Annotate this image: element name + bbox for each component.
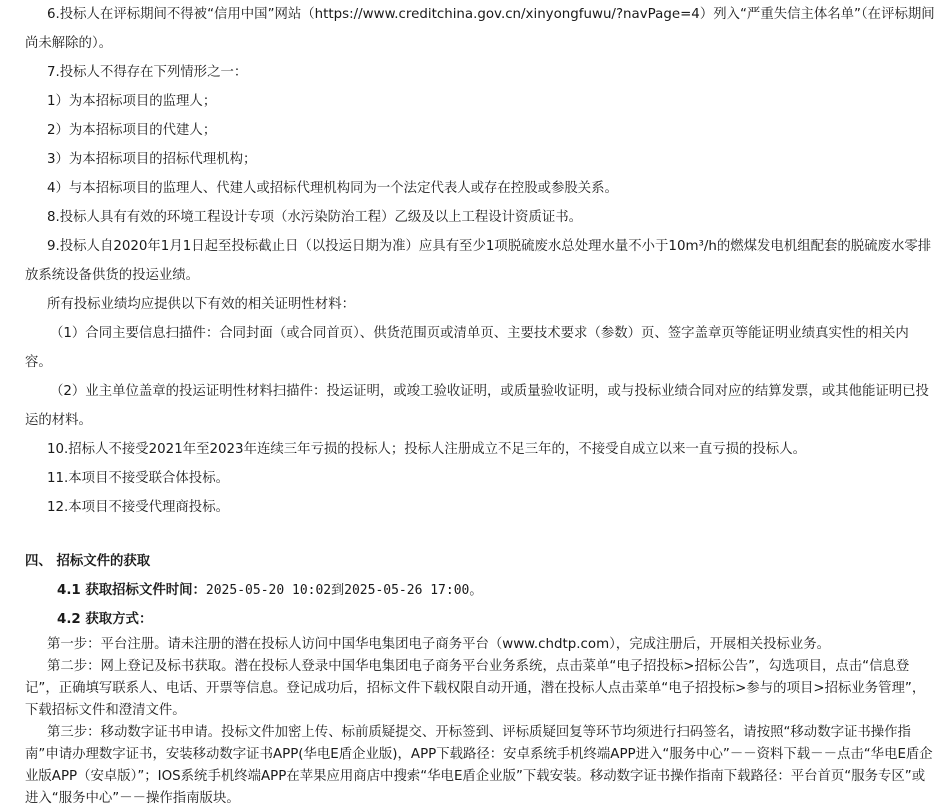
requirement-7-2: 2）为本招标项目的代建人； (47, 123, 217, 138)
method-label: 4.2 获取方式： (57, 612, 153, 627)
requirement-10: 10.招标人不接受2021年至2023年连续三年亏损的投标人；投标人注册成立不足三年的，不接受自成立以来一直亏损的投标人。 (47, 442, 806, 457)
evidence-1: （1）合同主要信息扫描件：合同封面（或合同首页）、供货范围页或清单页、主要技术要求（参数）页、签字盖章页等能证明业绩真实性的相关内容。 (25, 326, 909, 370)
section-4 (25, 547, 935, 810)
requirement-7-4: 4）与本招标项目的监理人、代建人或招标代理机构同为一个法定代表人或存在控股或参股关系。 (47, 181, 618, 196)
evidence-2: （2）业主单位盖章的投运证明性材料扫描件：投运证明，或竣工验收证明，或质量验收证明，或与投标业绩合同对应的结算发票，或其他能证明已投运的材料。 (25, 384, 929, 428)
requirement-7-3: 3）为本招标项目的招标代理机构； (47, 152, 257, 167)
section-4-title: 四、 招标文件的获取 (25, 554, 151, 569)
requirement-9: 9.投标人自2020年1月1日起至投标截止日（以投运日期为准）应具有至少1项脱硫废水总处理水量不小于10m³/h的燃煤发电机组配套的脱硫废水零排放系统设备供货的投运业绩。 (25, 239, 932, 283)
step-1: 第一步：平台注册。请未注册的潜在投标人访问中国华电集团电子商务平台（www.chdtp.com），完成注册后，开展相关投标业务。 (47, 637, 831, 652)
time-value: 2025-05-20 10:02到2025-05-26 17:00。 (205, 583, 483, 598)
requirement-7: 7.投标人不得存在下列情形之一： (47, 65, 248, 80)
requirement-6: 6.投标人在评标期间不得被“信用中国”网站（https://www.creditchina.gov.cn/xinyongfuwu/?navPage=4）列入“严重失信主体名单”（在评标期间尚未解除的）。 (25, 7, 935, 51)
evidence-intro: 所有投标业绩均应提供以下有效的相关证明性材料： (47, 297, 355, 312)
requirement-8: 8.投标人具有有效的环境工程设计专项（水污染防治工程）乙级及以上工程设计资质证书。 (47, 210, 583, 225)
step-2: 第二步：网上登记及标书获取。潜在投标人登录中国华电集团电子商务平台业务系统，点击菜单“电子招投标>招标公告”，勾选项目，点击“信息登记”，正确填写联系人、电话、开票等信息。登记成功后，招标文件下载权限自动开通，潜在投标人点击菜单“电子招投标>参与的项目>招标业务管理”，下载招标文件和澄清文件。 (25, 659, 926, 718)
time-label: 4.1 获取招标文件时间： (57, 583, 206, 598)
requirements-section (25, 0, 935, 522)
step-3: 第三步：移动数字证书申请。投标文件加密上传、标前质疑提交、开标签到、评标质疑回复等环节均须进行扫码签名，请按照“移动数字证书操作指南”申请办理数字证书，安装移动数字证书APP(华电E盾企业版)，APP下载路径：安卓系统手机终端APP进入“服务中心”－－资料下载－－点击“华电E盾企业版APP（安卓版）”；IOS系统手机终端APP在苹果应用商店中搜索“华电E盾企业版”下载安装。移动数字证书操作指南下载路径：平台首页“服务专区”或进入“服务中心”－－操作指南版块。 (25, 725, 933, 806)
time-row (25, 576, 935, 605)
requirement-11: 11.本项目不接受联合体投标。 (47, 471, 229, 486)
requirement-7-1: 1）为本招标项目的监理人； (47, 94, 217, 109)
requirement-12: 12.本项目不接受代理商投标。 (47, 500, 229, 515)
steps (25, 634, 935, 810)
